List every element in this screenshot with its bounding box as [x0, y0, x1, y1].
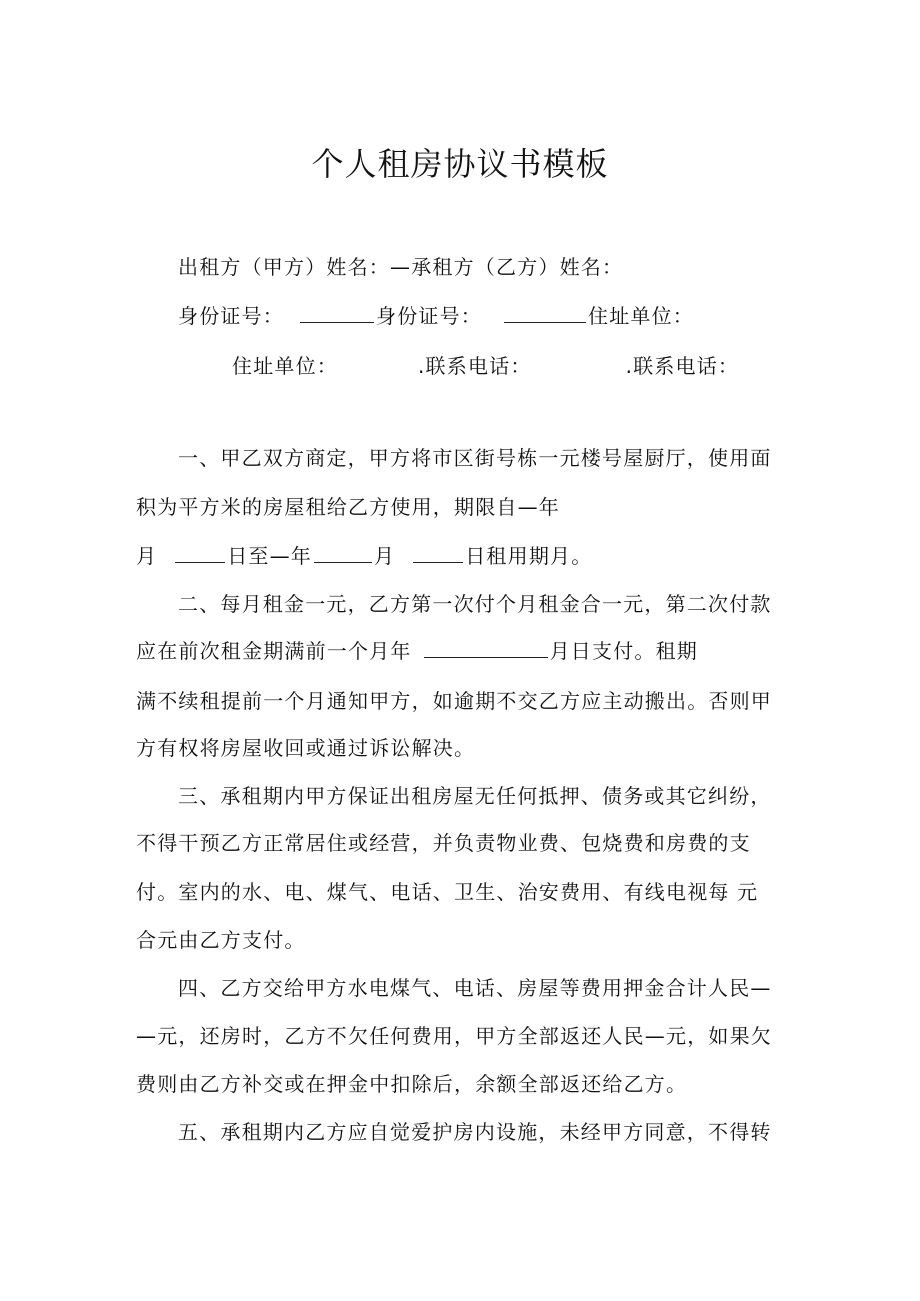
clause-1-month-label: 月: [136, 544, 158, 568]
clause-4-text-2: —元，还房时，乙方不欠任何费用，甲方全部返还人民—元，如果欠: [136, 1024, 772, 1048]
clause-2-text-3: 满不续租提前一个月通知甲方，如逾期不交乙方应主动搬出。否则甲: [136, 689, 772, 713]
names-text: 出租方（甲方）姓名：—承租方（乙方）姓名：: [178, 255, 624, 279]
clause-3-line-2: [136, 828, 751, 858]
clause-1-line-2: [136, 492, 560, 522]
clause-3-line-4: [136, 925, 306, 955]
landlord-id-label: 身份证号：: [178, 304, 284, 328]
clause-1-to-year: 日至—年: [227, 544, 313, 568]
clause-3-line-1: [178, 781, 772, 811]
clause-1-text-2: 积为平方米的房屋租给乙方使用，期限自—年: [136, 495, 560, 519]
clause-2-line-1: [178, 589, 772, 619]
clause-4-line-1: [178, 973, 772, 1003]
landlord-tenant-names-line: [178, 252, 623, 282]
clause-1-line-1: [178, 443, 772, 473]
clause-1-line-3: [136, 541, 592, 571]
clause-1-term-text: 日租用期月。: [465, 544, 593, 568]
clause-4-text-3: 费则由乙方补交或在押金中扣除后，余额全部返还给乙方。: [136, 1072, 688, 1096]
document-title: 个人租房协议书模板: [311, 145, 609, 183]
clause-4-line-2: [136, 1021, 772, 1051]
clause-3-text-3: 付。室内的水、电、煤气、电话、卫生、治安费用、有线电视每 元: [136, 880, 759, 904]
clause-3-line-3: [136, 877, 758, 907]
tenant-id-blank: [504, 302, 586, 323]
clause-1-month-label-2: 月: [374, 544, 396, 568]
clause-3-text-2: 不得干预乙方正常居住或经营，并负责物业费、包烧费和房费的支: [136, 831, 751, 855]
tenant-phone-label: .联系电话：: [625, 354, 740, 378]
clause-2-text-4: 方有权将房屋收回或通过诉讼解决。: [136, 736, 476, 760]
clause-2-text-2a: 应在前次租金期满前一个月年: [136, 639, 412, 663]
clause-4-line-3: [136, 1069, 687, 1099]
clause-2-text-1: 二、每月租金一元，乙方第一次付个月租金合一元，第二次付款: [178, 592, 772, 616]
landlord-address-label: 住址单位：: [588, 304, 694, 328]
tenant-id-label: 身份证号：: [376, 304, 482, 328]
clause-2-line-3: [136, 686, 772, 716]
tenant-address-label: 住址单位：: [232, 354, 338, 378]
clause-2-blank: [424, 637, 548, 658]
clause-1-text-1: 一、甲乙双方商定，甲方将市区街号栋一元楼号屋厨厅，使用面: [178, 446, 772, 470]
clause-1-blank-2: [314, 542, 372, 563]
address-phone-line: [232, 351, 739, 381]
clause-5-line-1: [178, 1117, 772, 1147]
clause-3-text-1: 三、承租期内甲方保证出租房屋无任何抵押、债务或其它纠纷，: [178, 784, 772, 808]
clause-3-text-4: 合元由乙方支付。: [136, 928, 306, 952]
landlord-phone-label: .联系电话：: [418, 354, 532, 378]
id-number-line: [178, 301, 694, 331]
clause-2-text-2b: 月日支付。租期: [549, 639, 699, 663]
clause-2-line-2: [136, 636, 698, 666]
clause-4-text-1: 四、乙方交给甲方水电煤气、电话、房屋等费用押金合计人民—: [178, 976, 772, 1000]
landlord-id-blank: [300, 302, 374, 323]
clause-2-line-4: [136, 733, 475, 763]
clause-1-blank-1: [175, 542, 225, 563]
clause-1-blank-3: [413, 542, 463, 563]
clause-5-text-1: 五、承租期内乙方应自觉爱护房内设施，未经甲方同意，不得转: [178, 1120, 772, 1144]
